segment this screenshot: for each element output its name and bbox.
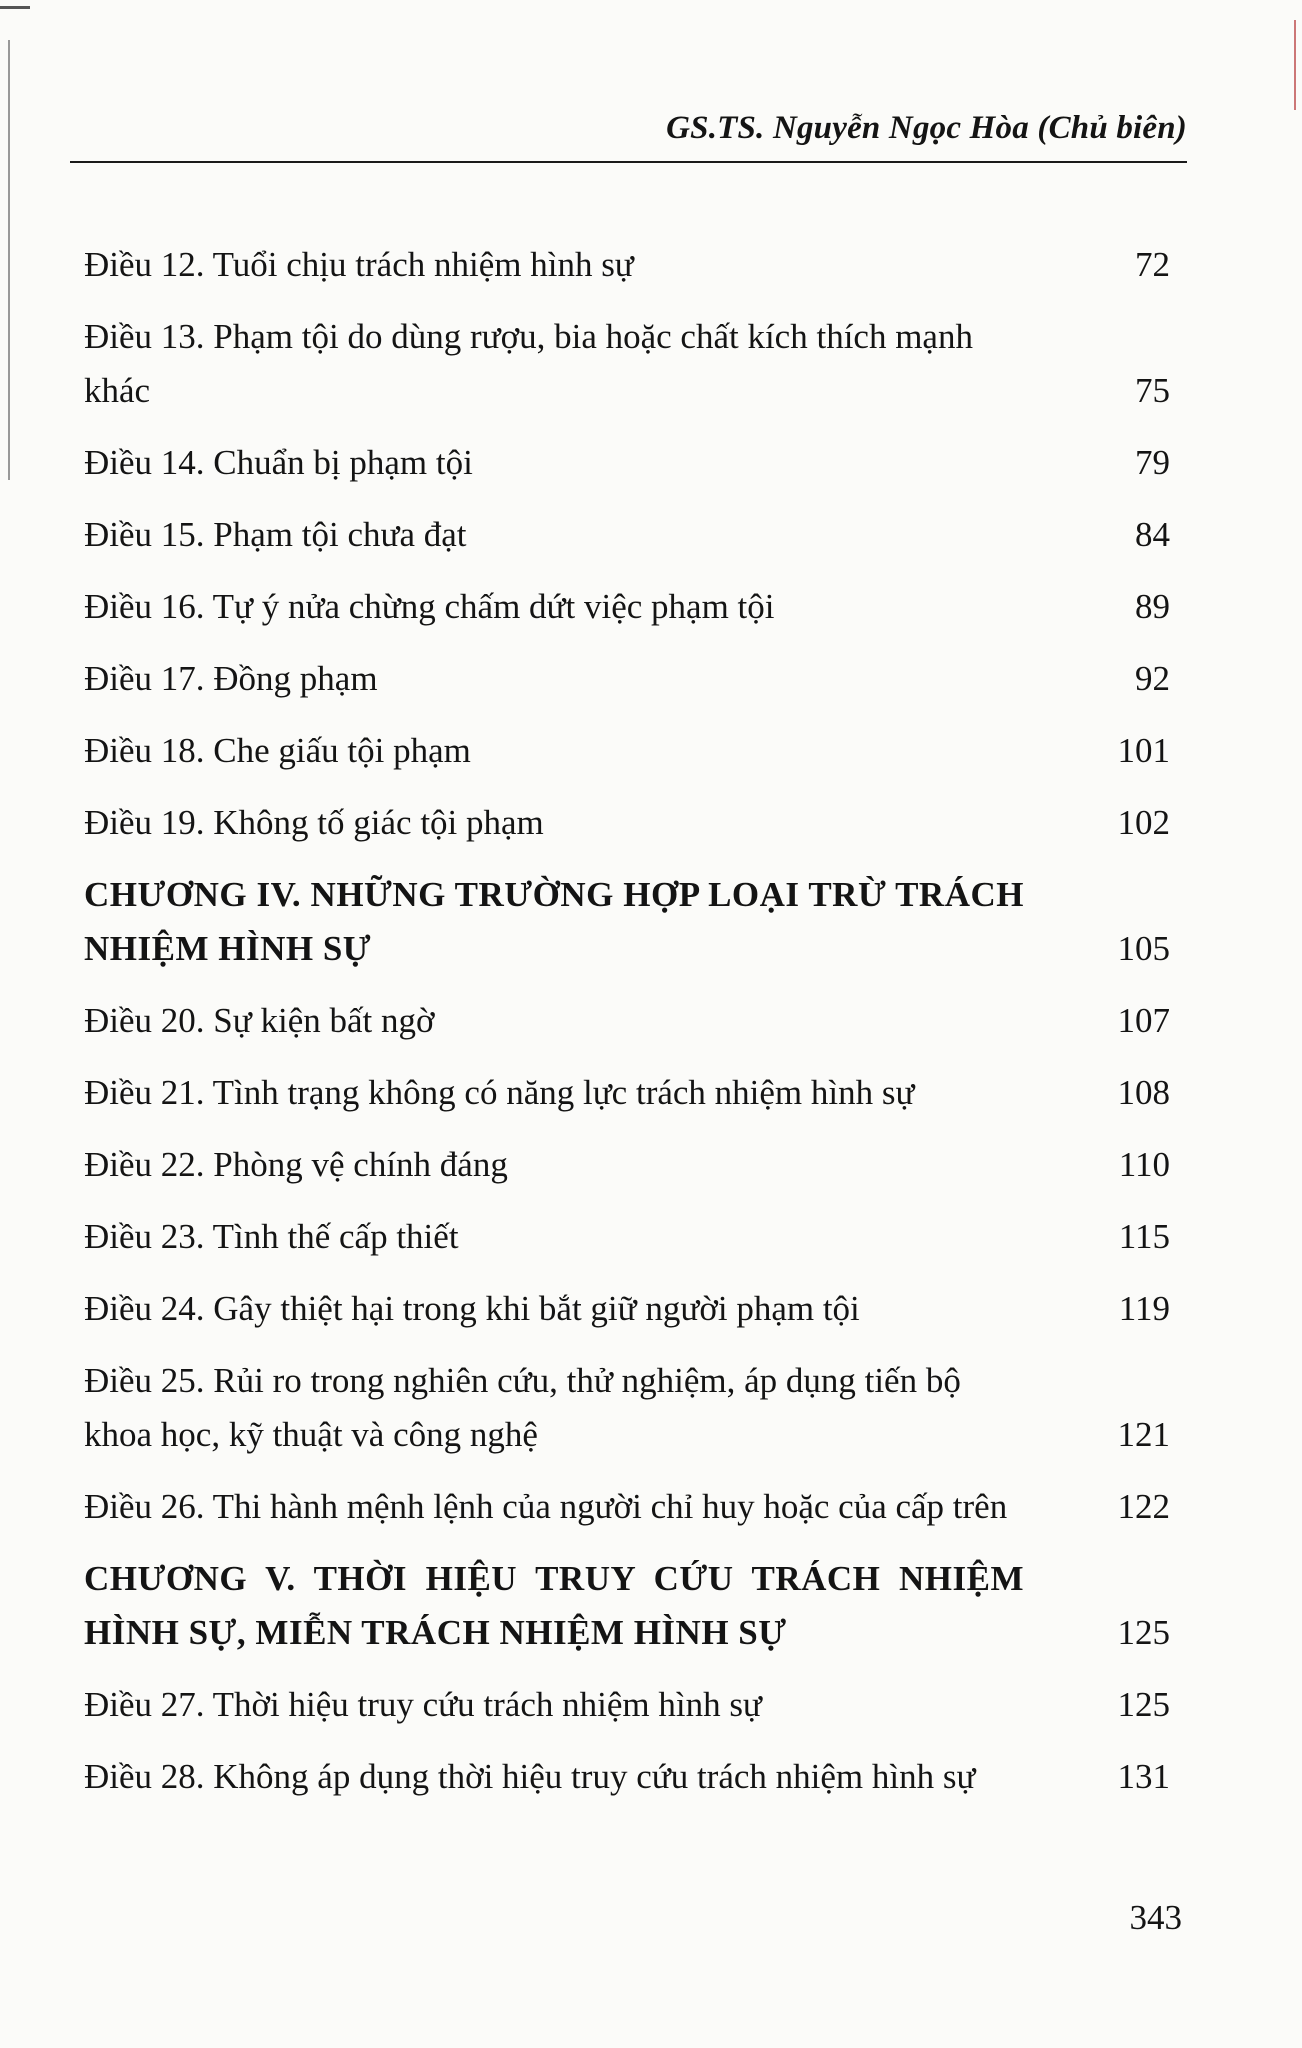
toc-entry-title: Điều 22. Phòng vệ chính đáng: [84, 1145, 508, 1184]
toc-entry-title: Điều 12. Tuổi chịu trách nhiệm hình sự: [84, 245, 634, 284]
toc-entry[interactable]: [84, 238, 1170, 292]
scan-mark-right: [1294, 20, 1296, 110]
scan-mark-top: [0, 6, 30, 9]
toc-entry-page: 92: [1135, 659, 1170, 698]
toc-entry[interactable]: [84, 796, 1170, 850]
toc-entry-page: 84: [1135, 515, 1170, 554]
toc-entry[interactable]: [84, 1210, 1170, 1264]
toc-entry-page: 115: [1118, 1217, 1170, 1256]
toc-entry-page: 108: [1117, 1073, 1170, 1112]
toc-entry[interactable]: [84, 724, 1170, 778]
toc-entry-title: Điều 26. Thi hành mệnh lệnh của người chỉ huy hoặc của cấp trên: [84, 1487, 1008, 1526]
scan-mark-left: [8, 40, 10, 480]
toc-chapter-heading[interactable]: [84, 1552, 1170, 1660]
toc-entry-title: Điều 15. Phạm tội chưa đạt: [84, 515, 467, 554]
toc-chapter-heading[interactable]: [84, 868, 1170, 976]
toc-entry-page: 121: [1117, 1415, 1170, 1454]
toc-entry[interactable]: [84, 1138, 1170, 1192]
toc-entry-page: 101: [1117, 731, 1170, 770]
toc-entry[interactable]: [84, 1750, 1170, 1804]
toc-entry-title: Điều 21. Tình trạng không có năng lực trách nhiệm hình sự: [84, 1073, 915, 1112]
toc-entry-title: Điều 19. Không tố giác tội phạm: [84, 803, 544, 842]
toc-entry-title: Điều 23. Tình thế cấp thiết: [84, 1217, 459, 1256]
header-rule: [70, 161, 1187, 163]
toc-entry-title: Điều 28. Không áp dụng thời hiệu truy cứu trách nhiệm hình sự: [84, 1757, 976, 1796]
toc-entry-page: 131: [1117, 1757, 1170, 1796]
toc-entry-page: 72: [1135, 245, 1170, 284]
toc-entry[interactable]: [84, 436, 1170, 490]
toc-entry-title: Điều 27. Thời hiệu truy cứu trách nhiệm hình sự: [84, 1685, 762, 1724]
toc-entry-title: Điều 16. Tự ý nửa chừng chấm dứt việc phạm tội: [84, 587, 775, 626]
toc-entry-title: Điều 18. Che giấu tội phạm: [84, 731, 471, 770]
toc-entry-title: Điều 25. Rủi ro trong nghiên cứu, thử nghiệm, áp dụng tiến bộ khoa học, kỹ thuật và công nghệ: [84, 1361, 961, 1454]
toc-entry[interactable]: [84, 994, 1170, 1048]
toc-entry-title: Điều 24. Gây thiệt hại trong khi bắt giữ người phạm tội: [84, 1289, 860, 1328]
toc-entry-page: 102: [1117, 803, 1170, 842]
toc-entry[interactable]: [84, 652, 1170, 706]
toc-entry[interactable]: [84, 1066, 1170, 1120]
toc-entry[interactable]: [84, 1678, 1170, 1732]
toc-entry-page: 89: [1135, 587, 1170, 626]
toc-entry-page: 110: [1118, 1145, 1170, 1184]
toc-entry-title: Điều 13. Phạm tội do dùng rượu, bia hoặc chất kích thích mạnh khác: [84, 317, 973, 410]
toc-entry-page: 105: [1117, 929, 1170, 968]
toc-entry[interactable]: [84, 310, 1170, 418]
toc-entry-title: Điều 17. Đồng phạm: [84, 659, 378, 698]
toc-entry-page: 125: [1117, 1613, 1170, 1652]
table-of-contents: [84, 238, 1170, 1822]
toc-entry-page: 122: [1117, 1487, 1170, 1526]
toc-entry-page: 119: [1118, 1289, 1170, 1328]
toc-entry-page: 125: [1117, 1685, 1170, 1724]
toc-chapter-title: CHƯƠNG V. THỜI HIỆU TRUY CỨU TRÁCH NHIỆM HÌNH SỰ, MIỄN TRÁCH NHIỆM HÌNH SỰ: [84, 1559, 1024, 1652]
toc-entry[interactable]: [84, 508, 1170, 562]
toc-entry[interactable]: [84, 1282, 1170, 1336]
running-head: GS.TS. Nguyễn Ngọc Hòa (Chủ biên): [666, 110, 1187, 146]
page-number: 343: [1129, 1898, 1182, 1937]
toc-entry[interactable]: [84, 580, 1170, 634]
toc-entry-title: Điều 14. Chuẩn bị phạm tội: [84, 443, 473, 482]
toc-entry-title: Điều 20. Sự kiện bất ngờ: [84, 1001, 435, 1040]
toc-entry-page: 75: [1135, 371, 1170, 410]
toc-entry[interactable]: [84, 1480, 1170, 1534]
toc-chapter-title: CHƯƠNG IV. NHỮNG TRƯỜNG HỢP LOẠI TRỪ TRÁCH NHIỆM HÌNH SỰ: [84, 875, 1024, 968]
toc-entry[interactable]: [84, 1354, 1170, 1462]
toc-entry-page: 107: [1117, 1001, 1170, 1040]
toc-entry-page: 79: [1135, 443, 1170, 482]
